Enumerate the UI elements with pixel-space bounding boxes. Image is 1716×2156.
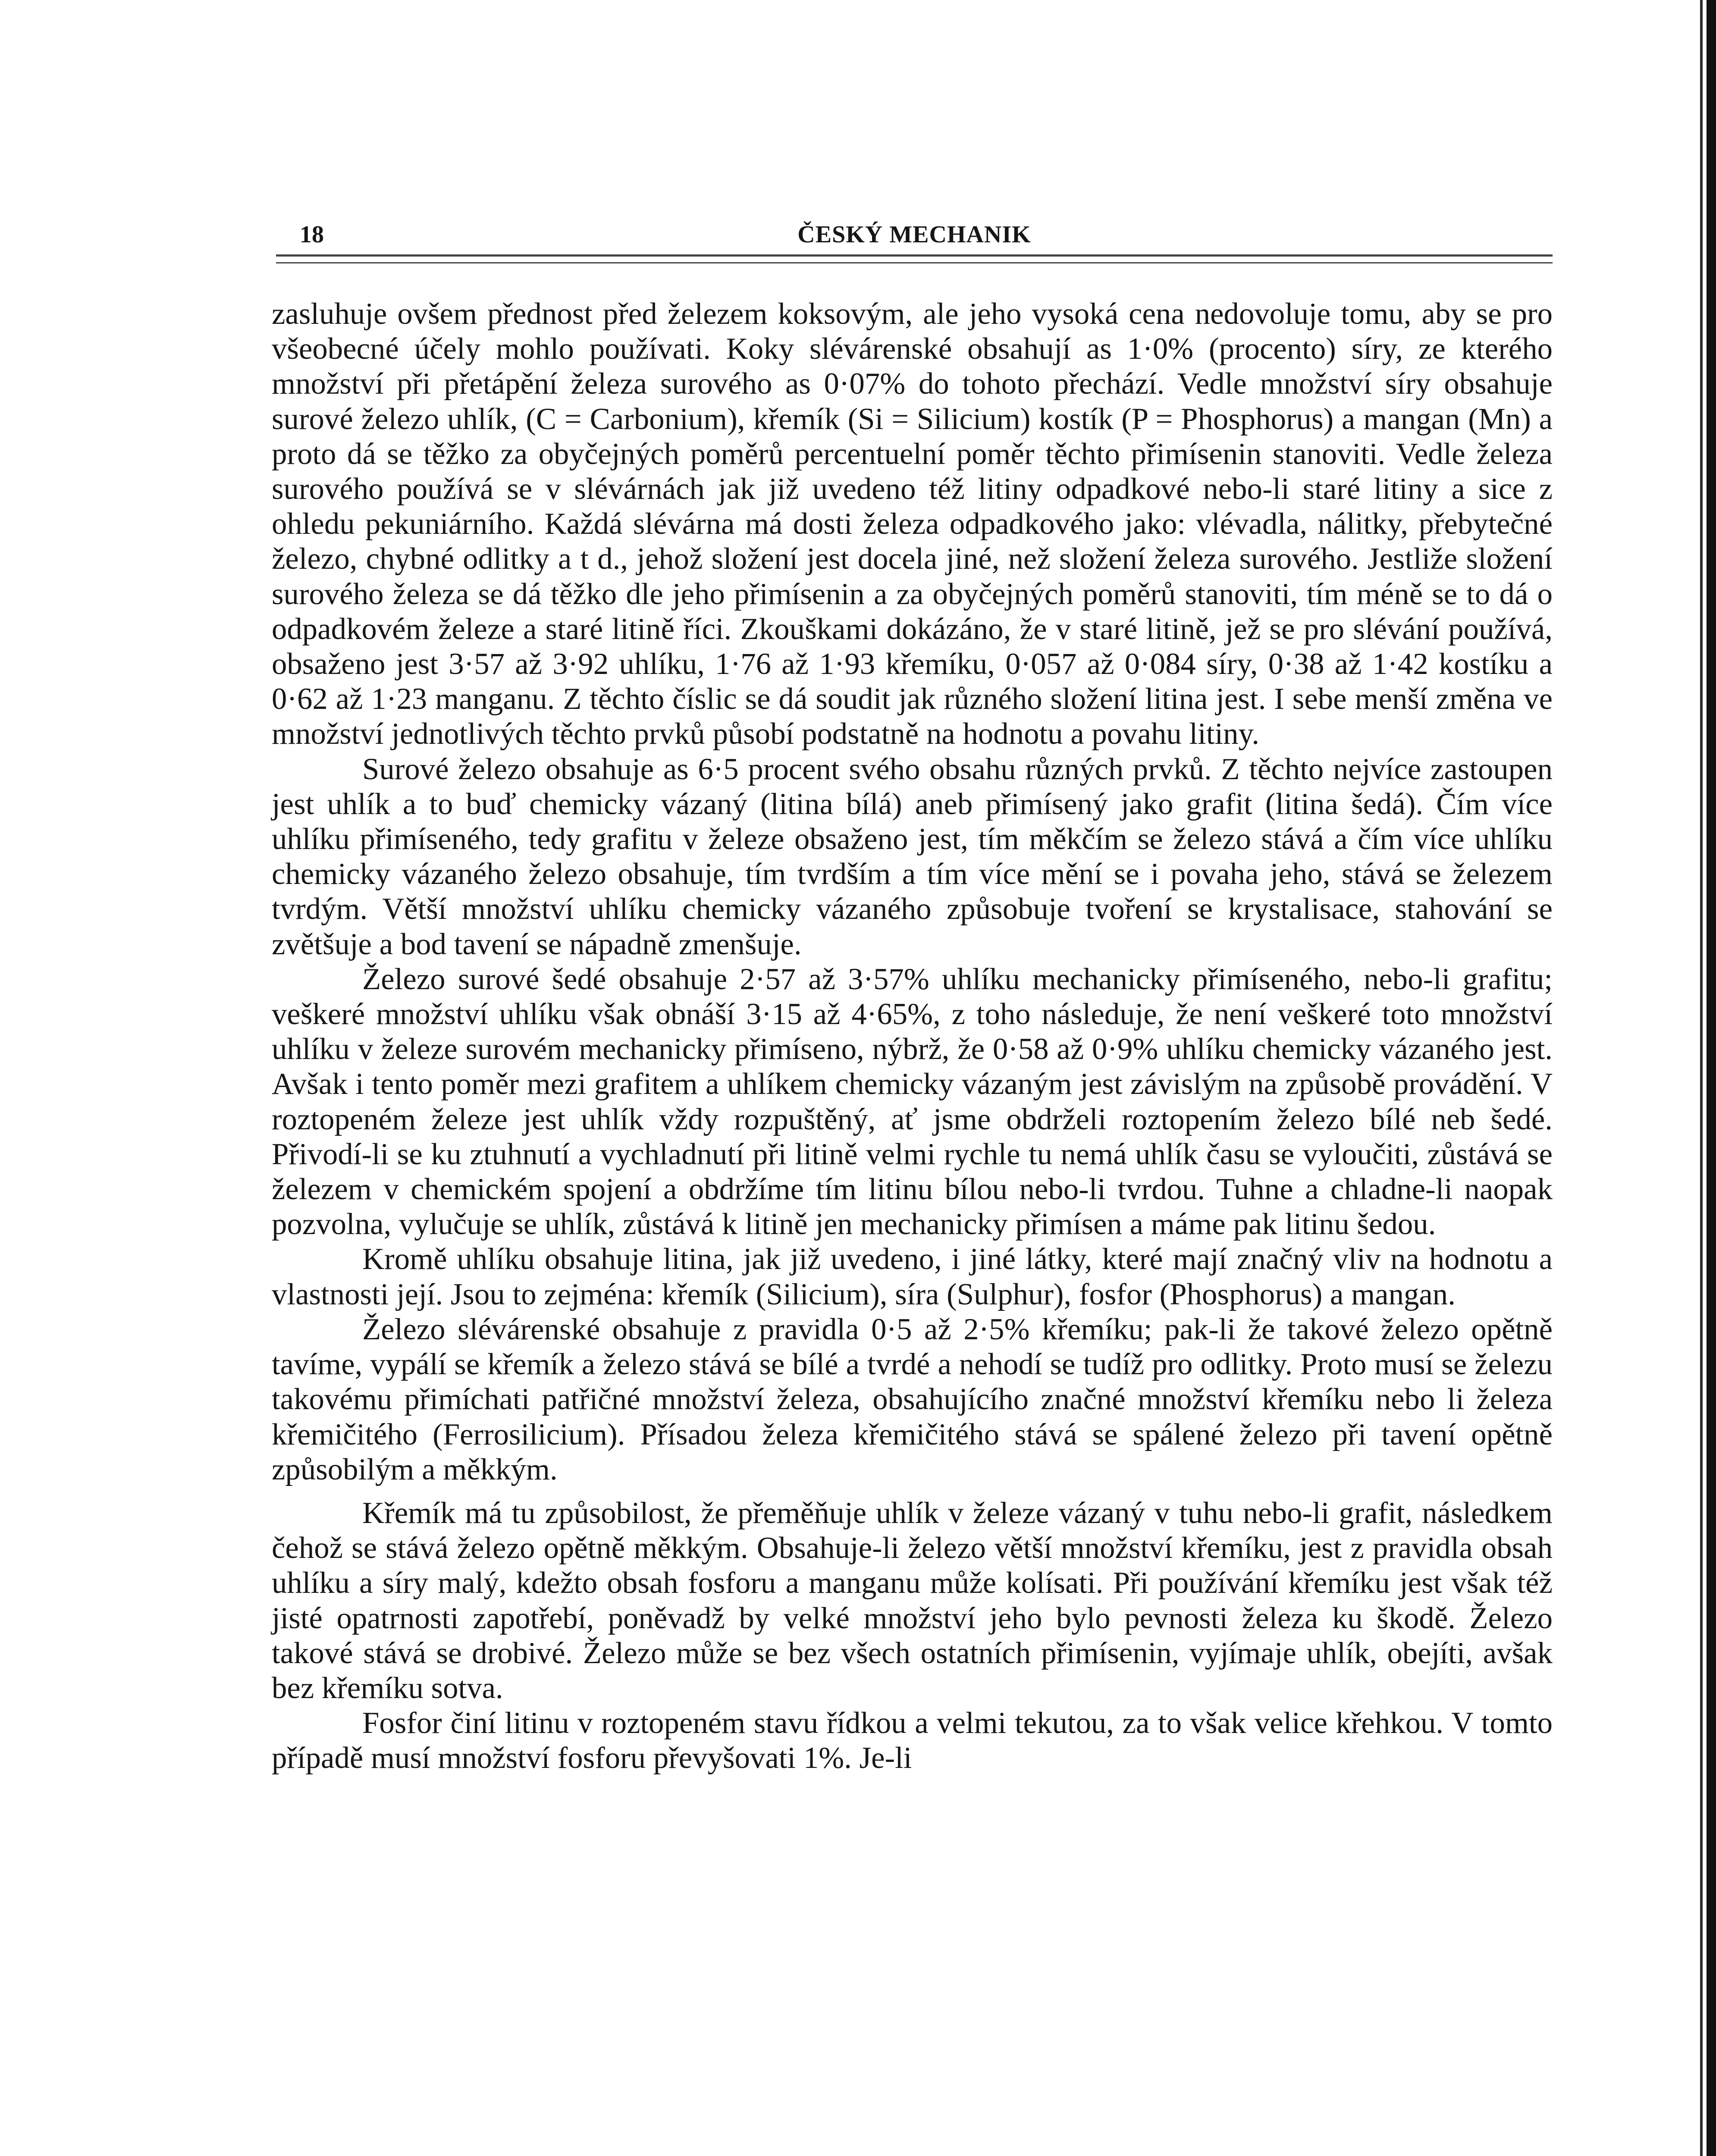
page-number: 18: [300, 221, 324, 248]
paragraph-4: Kromě uhlíku obsahuje litina, jak již uvedeno, i jiné látky, které mají značný vliv na hodnotu a vlastnosti její. Jsou to zejména: křemík (Silicium), síra (Sulphur), fosfor (Phosphorus) a mangan.: [272, 1242, 1553, 1311]
header-rule-thick: [276, 254, 1553, 257]
body-text: [272, 297, 1553, 1776]
paragraph-6: Křemík má tu způsobilost, že přeměňuje uhlík v železe vázaný v tuhu nebo-li grafit, následkem čehož se stává železo opětně měkkým. Obsahuje-li železo větší množství křemíku, jest z pravidla obsah uhlíku a síry malý, kdežto obsah fosforu a manganu může kolísati. Při používání křemíku jest však též jisté opatrnosti zapotřebí, poněvadž by velké množství jeho bylo pevnosti železa ku škodě. Železo takové stává se drobivé. Železo může se bez všech ostatních přimísenin, vyjímaje uhlík, obejíti, avšak bez křemíku sotva.: [272, 1496, 1553, 1705]
paragraph-5: Železo slévárenské obsahuje z pravidla 0·5 až 2·5% křemíku; pak-li že takové železo opětně tavíme, vypálí se křemík a železo stává se bílé a tvrdé a nehodí se tudíž pro odlitky. Proto musí se železu takovému přimíchati patřičné množství železa, obsahujícího značné množství křemíku nebo li železa křemičitého (Ferrosilicium). Přísadou železa křemičitého stává se spálené železo při tavení opětně způsobilým a měkkým.: [272, 1312, 1553, 1486]
running-title: ČESKÝ MECHANIK: [797, 221, 1031, 248]
paragraph-1: zasluhuje ovšem přednost před železem koksovým, ale jeho vysoká cena nedovoluje tomu, aby se pro všeobecné účely mohlo používati. Koky slévárenské obsahují as 1·0% (procento) síry, ze kterého množství při přetápění železa surového as 0·07% do tohoto přechází. Vedle množství síry obsahuje surové železo uhlík, (C = Carbonium), křemík (Si = Silicium) kostík (P = Phosphorus) a mangan (Mn) a proto dá se těžko za obyčejných poměrů percentuelní poměr těchto přimísenin stanoviti. Vedle železa surového používá se v slévárnách jak již uvedeno též litiny odpadkové nebo-li staré litiny a sice z ohledu pekuniárního. Každá slévárna má dosti železa odpadkového jako: vlévadla, nálitky, přebytečné železo, chybné odlitky a t d., jehož složení jest docela jiné, než složení železa surového. Jestliže složení surového železa se dá těžko dle jeho přimísenin a za obyčejných poměrů stanoviti, tím méně se to dá o odpadkovém železe a staré litině říci. Zkouškami dokázáno, že v staré litině, jež se pro slévání používá, obsaženo jest 3·57 až 3·92 uhlíku, 1·76 až 1·93 křemíku, 0·057 až 0·084 síry, 0·38 až 1·42 kostíku a 0·62 až 1·23 manganu. Z těchto číslic se dá soudit jak různého složení litina jest. I sebe menší změna ve množství jednotlivých těchto prvků působí podstatně na hodnotu a povahu litiny.: [272, 297, 1553, 751]
scan-edge-line: [1700, 0, 1703, 2156]
paragraph-7: Fosfor činí litinu v roztopeném stavu řídkou a velmi tekutou, za to však velice křehkou. V tomto případě musí množství fosforu převyšovati 1%. Je-li: [272, 1706, 1553, 1775]
paragraph-3: Železo surové šedé obsahuje 2·57 až 3·57% uhlíku mechanicky přimíseného, nebo-li grafitu; veškeré množství uhlíku však obnáší 3·15 až 4·65%, z toho následuje, že není veškeré toto množství uhlíku v železe surovém mechanicky přimíseno, nýbrž, že 0·58 až 0·9% uhlíku chemicky vázaného jest. Avšak i tento poměr mezi grafitem a uhlíkem chemicky vázaným jest závislým na způsobě provádění. V roztopeném železe jest uhlík vždy rozpuštěný, ať jsme obdrželi roztopením železo bílé neb šedé. Přivodí-li se ku ztuhnutí a vychladnutí při litině velmi rychle tu nemá uhlík času se vyloučiti, zůstává se železem v chemickém spojení a obdržíme tím litinu bílou nebo-li tvrdou. Tuhne a chladne-li naopak pozvolna, vylučuje se uhlík, zůstává k litině jen mechanicky přimísen a máme pak litinu šedou.: [272, 962, 1553, 1241]
scan-edge: [1707, 0, 1716, 2156]
header-rule-thin: [276, 262, 1553, 263]
paragraph-2: Surové železo obsahuje as 6·5 procent svého obsahu různých prvků. Z těchto nejvíce zastoupen jest uhlík a to buď chemicky vázaný (litina bílá) aneb přimísený jako grafit (litina šedá). Čím více uhlíku přimíseného, tedy grafitu v železe obsaženo jest, tím měkčím se železo stává a čím více uhlíku chemicky vázaného železo obsahuje, tím tvrdším a tím více mění se i povaha jeho, stává se železem tvrdým. Větší množství uhlíku chemicky vázaného způsobuje tvoření se krystalisace, stahování se zvětšuje a bod tavení se nápadně zmenšuje.: [272, 752, 1553, 961]
page-header: [276, 216, 1553, 250]
